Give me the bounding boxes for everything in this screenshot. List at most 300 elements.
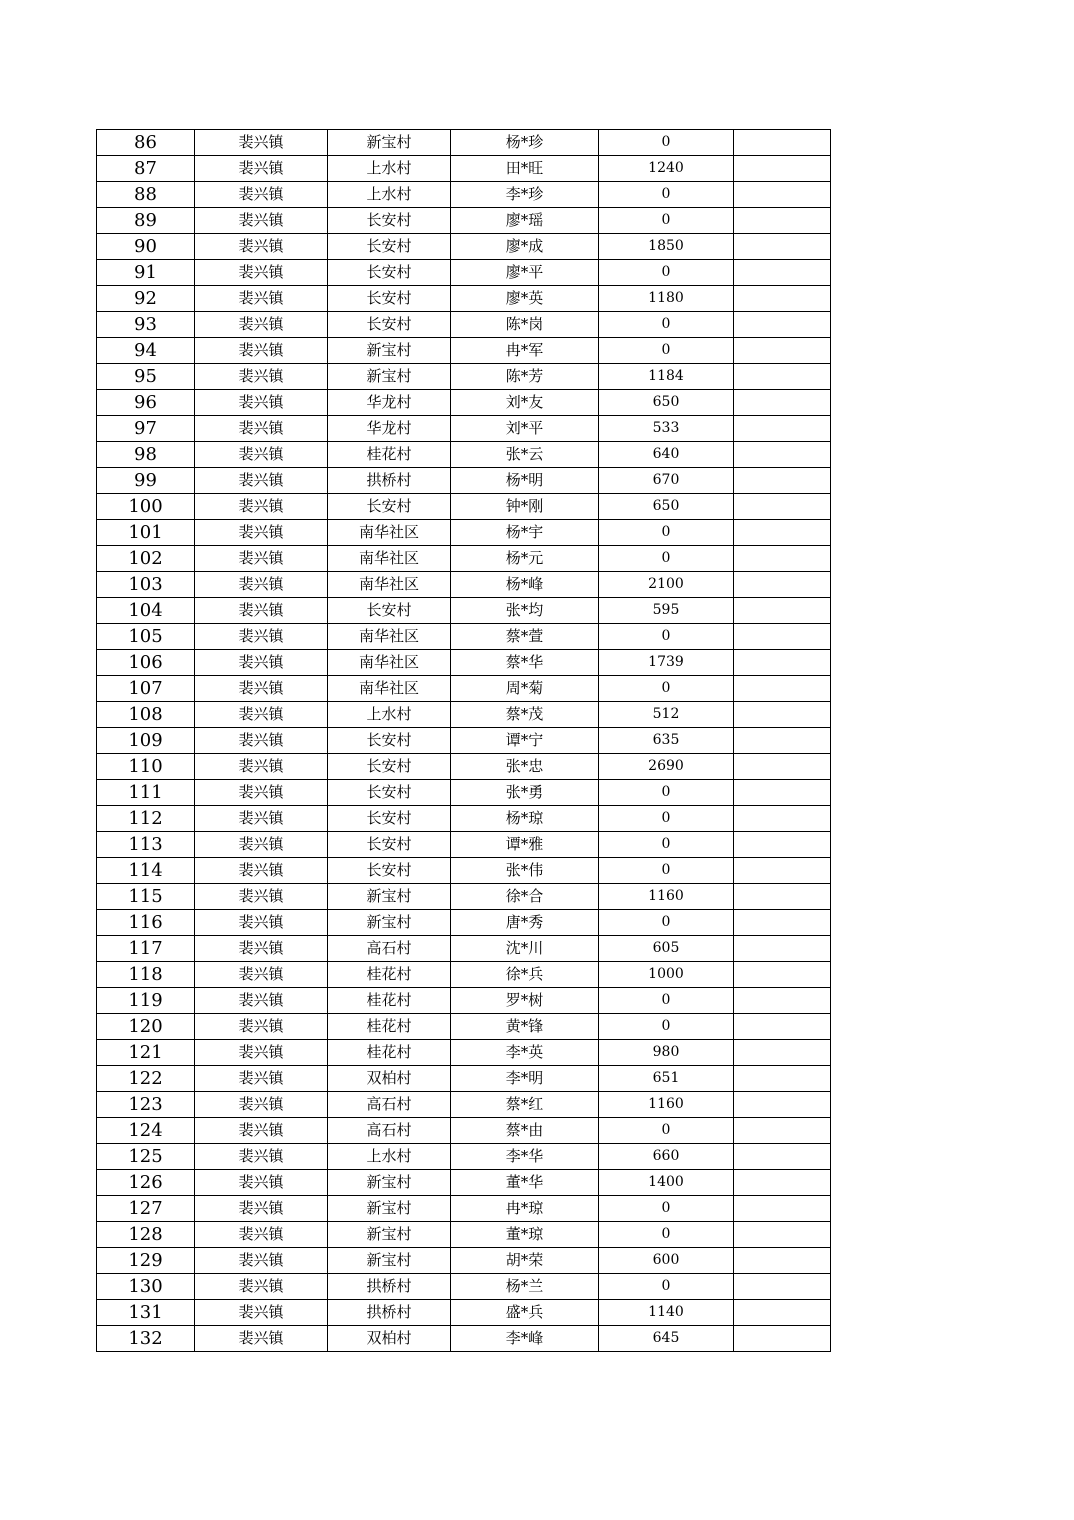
name-cell: 蔡*华 bbox=[451, 650, 599, 676]
town-cell: 裴兴镇 bbox=[195, 988, 328, 1014]
amount-cell: 0 bbox=[599, 312, 734, 338]
amount-cell: 0 bbox=[599, 780, 734, 806]
table-row bbox=[97, 780, 831, 806]
name-cell: 张*伟 bbox=[451, 858, 599, 884]
row-number-cell: 112 bbox=[97, 806, 195, 832]
name-cell: 刘*友 bbox=[451, 390, 599, 416]
note-cell bbox=[734, 572, 831, 598]
row-number-cell: 121 bbox=[97, 1040, 195, 1066]
amount-cell: 595 bbox=[599, 598, 734, 624]
note-cell bbox=[734, 1274, 831, 1300]
amount-cell: 600 bbox=[599, 1248, 734, 1274]
row-number-cell: 113 bbox=[97, 832, 195, 858]
town-cell: 裴兴镇 bbox=[195, 676, 328, 702]
village-cell: 桂花村 bbox=[328, 988, 451, 1014]
village-cell: 长安村 bbox=[328, 598, 451, 624]
village-cell: 华龙村 bbox=[328, 416, 451, 442]
village-cell: 新宝村 bbox=[328, 338, 451, 364]
data-table bbox=[96, 129, 831, 1352]
name-cell: 张*云 bbox=[451, 442, 599, 468]
town-cell: 裴兴镇 bbox=[195, 442, 328, 468]
note-cell bbox=[734, 286, 831, 312]
name-cell: 董*琼 bbox=[451, 1222, 599, 1248]
village-cell: 长安村 bbox=[328, 286, 451, 312]
table-row bbox=[97, 208, 831, 234]
town-cell: 裴兴镇 bbox=[195, 1300, 328, 1326]
note-cell bbox=[734, 312, 831, 338]
note-cell bbox=[734, 806, 831, 832]
village-cell: 新宝村 bbox=[328, 130, 451, 156]
table-row bbox=[97, 1222, 831, 1248]
note-cell bbox=[734, 208, 831, 234]
name-cell: 冉*琼 bbox=[451, 1196, 599, 1222]
table-row bbox=[97, 598, 831, 624]
row-number-cell: 86 bbox=[97, 130, 195, 156]
town-cell: 裴兴镇 bbox=[195, 520, 328, 546]
village-cell: 上水村 bbox=[328, 156, 451, 182]
town-cell: 裴兴镇 bbox=[195, 936, 328, 962]
table-row bbox=[97, 650, 831, 676]
village-cell: 上水村 bbox=[328, 702, 451, 728]
amount-cell: 1850 bbox=[599, 234, 734, 260]
amount-cell: 0 bbox=[599, 520, 734, 546]
village-cell: 双柏村 bbox=[328, 1066, 451, 1092]
row-number-cell: 98 bbox=[97, 442, 195, 468]
row-number-cell: 97 bbox=[97, 416, 195, 442]
village-cell: 拱桥村 bbox=[328, 468, 451, 494]
amount-cell: 0 bbox=[599, 338, 734, 364]
amount-cell: 0 bbox=[599, 1118, 734, 1144]
name-cell: 张*勇 bbox=[451, 780, 599, 806]
row-number-cell: 103 bbox=[97, 572, 195, 598]
note-cell bbox=[734, 884, 831, 910]
name-cell: 刘*平 bbox=[451, 416, 599, 442]
amount-cell: 980 bbox=[599, 1040, 734, 1066]
name-cell: 杨*峰 bbox=[451, 572, 599, 598]
amount-cell: 0 bbox=[599, 130, 734, 156]
village-cell: 拱桥村 bbox=[328, 1274, 451, 1300]
amount-cell: 651 bbox=[599, 1066, 734, 1092]
note-cell bbox=[734, 1222, 831, 1248]
note-cell bbox=[734, 442, 831, 468]
town-cell: 裴兴镇 bbox=[195, 832, 328, 858]
amount-cell: 0 bbox=[599, 988, 734, 1014]
name-cell: 盛*兵 bbox=[451, 1300, 599, 1326]
town-cell: 裴兴镇 bbox=[195, 364, 328, 390]
table-row bbox=[97, 260, 831, 286]
town-cell: 裴兴镇 bbox=[195, 754, 328, 780]
amount-cell: 1739 bbox=[599, 650, 734, 676]
note-cell bbox=[734, 988, 831, 1014]
row-number-cell: 131 bbox=[97, 1300, 195, 1326]
name-cell: 周*菊 bbox=[451, 676, 599, 702]
note-cell bbox=[734, 650, 831, 676]
town-cell: 裴兴镇 bbox=[195, 338, 328, 364]
village-cell: 桂花村 bbox=[328, 1014, 451, 1040]
table-row bbox=[97, 1014, 831, 1040]
town-cell: 裴兴镇 bbox=[195, 1274, 328, 1300]
name-cell: 罗*树 bbox=[451, 988, 599, 1014]
note-cell bbox=[734, 234, 831, 260]
row-number-cell: 127 bbox=[97, 1196, 195, 1222]
town-cell: 裴兴镇 bbox=[195, 1066, 328, 1092]
name-cell: 廖*英 bbox=[451, 286, 599, 312]
amount-cell: 0 bbox=[599, 910, 734, 936]
table-row bbox=[97, 494, 831, 520]
amount-cell: 1000 bbox=[599, 962, 734, 988]
row-number-cell: 116 bbox=[97, 910, 195, 936]
amount-cell: 0 bbox=[599, 858, 734, 884]
village-cell: 高石村 bbox=[328, 1092, 451, 1118]
village-cell: 新宝村 bbox=[328, 1248, 451, 1274]
town-cell: 裴兴镇 bbox=[195, 208, 328, 234]
village-cell: 桂花村 bbox=[328, 442, 451, 468]
town-cell: 裴兴镇 bbox=[195, 1170, 328, 1196]
table-row bbox=[97, 858, 831, 884]
town-cell: 裴兴镇 bbox=[195, 312, 328, 338]
name-cell: 唐*秀 bbox=[451, 910, 599, 936]
village-cell: 新宝村 bbox=[328, 910, 451, 936]
village-cell: 长安村 bbox=[328, 754, 451, 780]
table-row bbox=[97, 988, 831, 1014]
town-cell: 裴兴镇 bbox=[195, 1118, 328, 1144]
row-number-cell: 89 bbox=[97, 208, 195, 234]
note-cell bbox=[734, 910, 831, 936]
name-cell: 徐*兵 bbox=[451, 962, 599, 988]
name-cell: 钟*刚 bbox=[451, 494, 599, 520]
town-cell: 裴兴镇 bbox=[195, 546, 328, 572]
town-cell: 裴兴镇 bbox=[195, 182, 328, 208]
note-cell bbox=[734, 962, 831, 988]
note-cell bbox=[734, 702, 831, 728]
note-cell bbox=[734, 858, 831, 884]
table-row bbox=[97, 832, 831, 858]
name-cell: 陈*岗 bbox=[451, 312, 599, 338]
row-number-cell: 104 bbox=[97, 598, 195, 624]
town-cell: 裴兴镇 bbox=[195, 598, 328, 624]
row-number-cell: 115 bbox=[97, 884, 195, 910]
village-cell: 新宝村 bbox=[328, 364, 451, 390]
name-cell: 杨*珍 bbox=[451, 130, 599, 156]
note-cell bbox=[734, 676, 831, 702]
table-row bbox=[97, 1144, 831, 1170]
name-cell: 蔡*由 bbox=[451, 1118, 599, 1144]
village-cell: 南华社区 bbox=[328, 676, 451, 702]
town-cell: 裴兴镇 bbox=[195, 234, 328, 260]
town-cell: 裴兴镇 bbox=[195, 1040, 328, 1066]
table-row bbox=[97, 442, 831, 468]
amount-cell: 0 bbox=[599, 1196, 734, 1222]
row-number-cell: 120 bbox=[97, 1014, 195, 1040]
village-cell: 双柏村 bbox=[328, 1326, 451, 1352]
row-number-cell: 130 bbox=[97, 1274, 195, 1300]
table-row bbox=[97, 390, 831, 416]
row-number-cell: 129 bbox=[97, 1248, 195, 1274]
village-cell: 南华社区 bbox=[328, 650, 451, 676]
village-cell: 高石村 bbox=[328, 936, 451, 962]
row-number-cell: 93 bbox=[97, 312, 195, 338]
note-cell bbox=[734, 1326, 831, 1352]
town-cell: 裴兴镇 bbox=[195, 416, 328, 442]
name-cell: 李*珍 bbox=[451, 182, 599, 208]
row-number-cell: 105 bbox=[97, 624, 195, 650]
amount-cell: 0 bbox=[599, 1014, 734, 1040]
town-cell: 裴兴镇 bbox=[195, 260, 328, 286]
village-cell: 新宝村 bbox=[328, 1196, 451, 1222]
table-row bbox=[97, 702, 831, 728]
town-cell: 裴兴镇 bbox=[195, 858, 328, 884]
name-cell: 沈*川 bbox=[451, 936, 599, 962]
amount-cell: 0 bbox=[599, 260, 734, 286]
note-cell bbox=[734, 546, 831, 572]
village-cell: 长安村 bbox=[328, 832, 451, 858]
table-row bbox=[97, 1248, 831, 1274]
note-cell bbox=[734, 338, 831, 364]
note-cell bbox=[734, 832, 831, 858]
note-cell bbox=[734, 156, 831, 182]
amount-cell: 0 bbox=[599, 832, 734, 858]
name-cell: 胡*荣 bbox=[451, 1248, 599, 1274]
town-cell: 裴兴镇 bbox=[195, 572, 328, 598]
village-cell: 长安村 bbox=[328, 728, 451, 754]
name-cell: 徐*合 bbox=[451, 884, 599, 910]
row-number-cell: 117 bbox=[97, 936, 195, 962]
amount-cell: 650 bbox=[599, 390, 734, 416]
town-cell: 裴兴镇 bbox=[195, 962, 328, 988]
name-cell: 杨*兰 bbox=[451, 1274, 599, 1300]
name-cell: 谭*宁 bbox=[451, 728, 599, 754]
row-number-cell: 125 bbox=[97, 1144, 195, 1170]
table-row bbox=[97, 312, 831, 338]
row-number-cell: 88 bbox=[97, 182, 195, 208]
row-number-cell: 99 bbox=[97, 468, 195, 494]
table-row bbox=[97, 936, 831, 962]
name-cell: 陈*芳 bbox=[451, 364, 599, 390]
town-cell: 裴兴镇 bbox=[195, 728, 328, 754]
row-number-cell: 101 bbox=[97, 520, 195, 546]
village-cell: 新宝村 bbox=[328, 1222, 451, 1248]
amount-cell: 0 bbox=[599, 546, 734, 572]
row-number-cell: 96 bbox=[97, 390, 195, 416]
amount-cell: 2690 bbox=[599, 754, 734, 780]
amount-cell: 1160 bbox=[599, 884, 734, 910]
row-number-cell: 107 bbox=[97, 676, 195, 702]
town-cell: 裴兴镇 bbox=[195, 286, 328, 312]
note-cell bbox=[734, 624, 831, 650]
name-cell: 李*峰 bbox=[451, 1326, 599, 1352]
village-cell: 桂花村 bbox=[328, 962, 451, 988]
note-cell bbox=[734, 1118, 831, 1144]
note-cell bbox=[734, 390, 831, 416]
row-number-cell: 90 bbox=[97, 234, 195, 260]
town-cell: 裴兴镇 bbox=[195, 156, 328, 182]
name-cell: 张*忠 bbox=[451, 754, 599, 780]
row-number-cell: 124 bbox=[97, 1118, 195, 1144]
town-cell: 裴兴镇 bbox=[195, 780, 328, 806]
name-cell: 廖*瑶 bbox=[451, 208, 599, 234]
note-cell bbox=[734, 1300, 831, 1326]
amount-cell: 0 bbox=[599, 1274, 734, 1300]
amount-cell: 650 bbox=[599, 494, 734, 520]
amount-cell: 1180 bbox=[599, 286, 734, 312]
note-cell bbox=[734, 1196, 831, 1222]
table-row bbox=[97, 962, 831, 988]
town-cell: 裴兴镇 bbox=[195, 884, 328, 910]
amount-cell: 1184 bbox=[599, 364, 734, 390]
village-cell: 新宝村 bbox=[328, 884, 451, 910]
town-cell: 裴兴镇 bbox=[195, 1248, 328, 1274]
table-row bbox=[97, 676, 831, 702]
row-number-cell: 118 bbox=[97, 962, 195, 988]
amount-cell: 0 bbox=[599, 676, 734, 702]
village-cell: 上水村 bbox=[328, 1144, 451, 1170]
village-cell: 南华社区 bbox=[328, 546, 451, 572]
amount-cell: 0 bbox=[599, 208, 734, 234]
amount-cell: 2100 bbox=[599, 572, 734, 598]
village-cell: 长安村 bbox=[328, 234, 451, 260]
village-cell: 南华社区 bbox=[328, 624, 451, 650]
name-cell: 廖*平 bbox=[451, 260, 599, 286]
town-cell: 裴兴镇 bbox=[195, 1014, 328, 1040]
table-row bbox=[97, 1274, 831, 1300]
town-cell: 裴兴镇 bbox=[195, 702, 328, 728]
table-row bbox=[97, 156, 831, 182]
name-cell: 廖*成 bbox=[451, 234, 599, 260]
table-row bbox=[97, 234, 831, 260]
village-cell: 高石村 bbox=[328, 1118, 451, 1144]
note-cell bbox=[734, 416, 831, 442]
row-number-cell: 87 bbox=[97, 156, 195, 182]
town-cell: 裴兴镇 bbox=[195, 468, 328, 494]
note-cell bbox=[734, 182, 831, 208]
table-row bbox=[97, 1300, 831, 1326]
village-cell: 长安村 bbox=[328, 260, 451, 286]
row-number-cell: 123 bbox=[97, 1092, 195, 1118]
amount-cell: 660 bbox=[599, 1144, 734, 1170]
amount-cell: 0 bbox=[599, 624, 734, 650]
row-number-cell: 132 bbox=[97, 1326, 195, 1352]
town-cell: 裴兴镇 bbox=[195, 1196, 328, 1222]
table-row bbox=[97, 910, 831, 936]
village-cell: 桂花村 bbox=[328, 1040, 451, 1066]
table-row bbox=[97, 520, 831, 546]
table-row bbox=[97, 1326, 831, 1352]
note-cell bbox=[734, 260, 831, 286]
note-cell bbox=[734, 1170, 831, 1196]
village-cell: 拱桥村 bbox=[328, 1300, 451, 1326]
row-number-cell: 126 bbox=[97, 1170, 195, 1196]
amount-cell: 1400 bbox=[599, 1170, 734, 1196]
note-cell bbox=[734, 1066, 831, 1092]
row-number-cell: 111 bbox=[97, 780, 195, 806]
table-row bbox=[97, 364, 831, 390]
town-cell: 裴兴镇 bbox=[195, 390, 328, 416]
note-cell bbox=[734, 1248, 831, 1274]
row-number-cell: 122 bbox=[97, 1066, 195, 1092]
name-cell: 董*华 bbox=[451, 1170, 599, 1196]
village-cell: 南华社区 bbox=[328, 520, 451, 546]
amount-cell: 640 bbox=[599, 442, 734, 468]
table-row bbox=[97, 1170, 831, 1196]
note-cell bbox=[734, 520, 831, 546]
name-cell: 谭*雅 bbox=[451, 832, 599, 858]
table-row bbox=[97, 1118, 831, 1144]
town-cell: 裴兴镇 bbox=[195, 494, 328, 520]
table-row bbox=[97, 572, 831, 598]
row-number-cell: 119 bbox=[97, 988, 195, 1014]
name-cell: 杨*琼 bbox=[451, 806, 599, 832]
name-cell: 蔡*茂 bbox=[451, 702, 599, 728]
note-cell bbox=[734, 936, 831, 962]
name-cell: 杨*宇 bbox=[451, 520, 599, 546]
name-cell: 杨*元 bbox=[451, 546, 599, 572]
row-number-cell: 92 bbox=[97, 286, 195, 312]
amount-cell: 605 bbox=[599, 936, 734, 962]
village-cell: 上水村 bbox=[328, 182, 451, 208]
table-row bbox=[97, 130, 831, 156]
town-cell: 裴兴镇 bbox=[195, 624, 328, 650]
note-cell bbox=[734, 1040, 831, 1066]
note-cell bbox=[734, 1144, 831, 1170]
amount-cell: 670 bbox=[599, 468, 734, 494]
village-cell: 长安村 bbox=[328, 780, 451, 806]
name-cell: 张*均 bbox=[451, 598, 599, 624]
table-row bbox=[97, 624, 831, 650]
note-cell bbox=[734, 728, 831, 754]
note-cell bbox=[734, 754, 831, 780]
table-row bbox=[97, 1092, 831, 1118]
table-row bbox=[97, 182, 831, 208]
town-cell: 裴兴镇 bbox=[195, 1092, 328, 1118]
table-row bbox=[97, 1196, 831, 1222]
name-cell: 李*华 bbox=[451, 1144, 599, 1170]
note-cell bbox=[734, 1014, 831, 1040]
amount-cell: 0 bbox=[599, 806, 734, 832]
table-row bbox=[97, 884, 831, 910]
village-cell: 南华社区 bbox=[328, 572, 451, 598]
amount-cell: 0 bbox=[599, 1222, 734, 1248]
amount-cell: 635 bbox=[599, 728, 734, 754]
name-cell: 田*旺 bbox=[451, 156, 599, 182]
name-cell: 黄*锋 bbox=[451, 1014, 599, 1040]
row-number-cell: 128 bbox=[97, 1222, 195, 1248]
town-cell: 裴兴镇 bbox=[195, 130, 328, 156]
name-cell: 蔡*红 bbox=[451, 1092, 599, 1118]
town-cell: 裴兴镇 bbox=[195, 650, 328, 676]
table-row bbox=[97, 754, 831, 780]
name-cell: 冉*军 bbox=[451, 338, 599, 364]
name-cell: 李*明 bbox=[451, 1066, 599, 1092]
table-row bbox=[97, 1066, 831, 1092]
town-cell: 裴兴镇 bbox=[195, 910, 328, 936]
table-row bbox=[97, 338, 831, 364]
note-cell bbox=[734, 598, 831, 624]
row-number-cell: 95 bbox=[97, 364, 195, 390]
amount-cell: 645 bbox=[599, 1326, 734, 1352]
amount-cell: 512 bbox=[599, 702, 734, 728]
village-cell: 长安村 bbox=[328, 208, 451, 234]
amount-cell: 1140 bbox=[599, 1300, 734, 1326]
village-cell: 华龙村 bbox=[328, 390, 451, 416]
amount-cell: 533 bbox=[599, 416, 734, 442]
table-row bbox=[97, 468, 831, 494]
row-number-cell: 106 bbox=[97, 650, 195, 676]
amount-cell: 0 bbox=[599, 182, 734, 208]
row-number-cell: 108 bbox=[97, 702, 195, 728]
note-cell bbox=[734, 364, 831, 390]
amount-cell: 1160 bbox=[599, 1092, 734, 1118]
village-cell: 新宝村 bbox=[328, 1170, 451, 1196]
